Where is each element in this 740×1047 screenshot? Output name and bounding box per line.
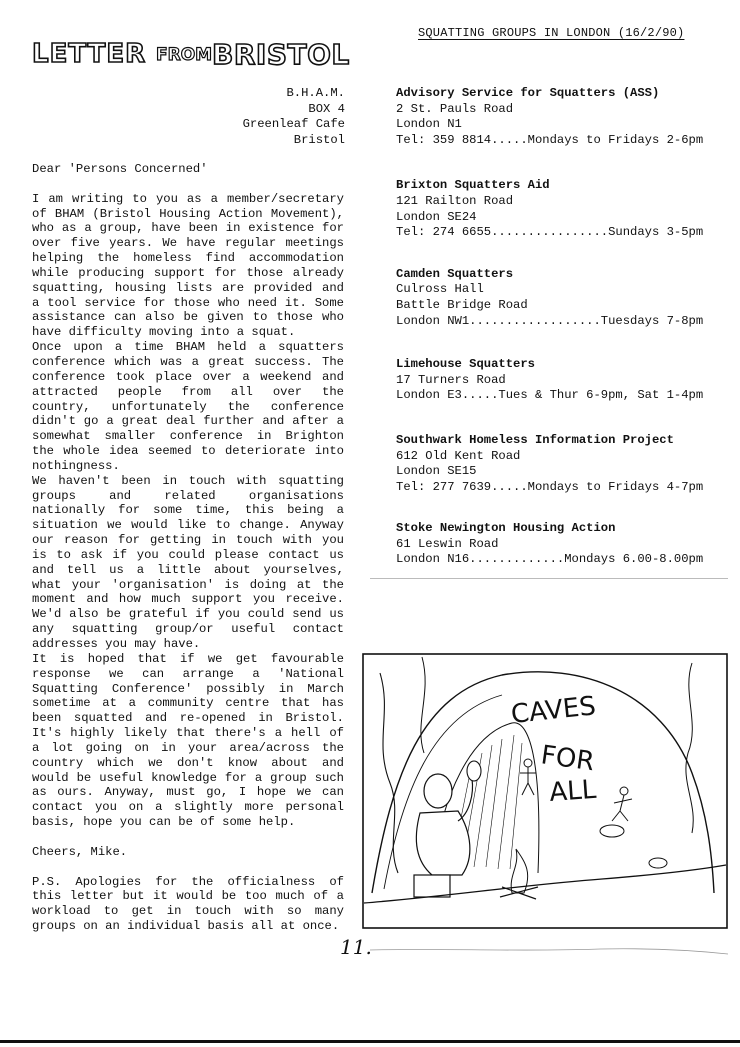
- svg-text:BRISTOL: BRISTOL: [212, 38, 350, 71]
- group-line: Tel: 277 7639.....Mondays to Fridays 4-7pm: [396, 479, 704, 494]
- letter-paragraph: We haven't been in touch with squatting groups and related organisations nationally for some time, this being a situation we would like to change. Anyway our reason for getting in touch with you is to ask if you could please contact us and tell us a little about yourselves, what your 'organisation' is doing at the moment and how much support you receive. We'd also be grateful if you could send us any squatting group/or useful contact addresses you may have.: [32, 473, 344, 651]
- scribble-line: [360, 944, 730, 964]
- cartoon-word: FOR: [539, 740, 597, 778]
- list-heading: SQUATTING GROUPS IN LONDON (16/2/90): [418, 26, 685, 40]
- group-name: Brixton Squatters Aid: [396, 178, 550, 193]
- group-line: London E3.....Tues & Thur 6-9pm, Sat 1-4pm: [396, 388, 704, 403]
- bottom-rule: [0, 1040, 740, 1043]
- page-number: 11.: [340, 935, 372, 959]
- group-line: London SE15: [396, 464, 477, 479]
- divider: [370, 578, 728, 579]
- group-line: London NW1..................Tuesdays 7-8pm: [396, 313, 704, 328]
- cartoon-word: ALL: [548, 774, 598, 808]
- group-name: Advisory Service for Squatters (ASS): [396, 86, 660, 100]
- group-line: Culross Hall: [396, 282, 484, 297]
- group-entry: [396, 178, 716, 240]
- svg-text:FROM: FROM: [156, 45, 213, 65]
- letter-paragraph: It is hoped that if we get favourable response we can arrange a 'National Squatting Conference' possibly in March sometime at a community centre that has been squatted and re-opened in Bristol. It's highly likely that there's a hell of a lot going on in your area/across the country which we don't know about and would be useful knowledge for a group such as ours. Anyway, must go, I hope we can contact you on a slightly more personal basis, hope you can be of some help.: [32, 651, 344, 830]
- letter-body: [32, 162, 344, 934]
- group-name: Camden Squatters: [396, 266, 514, 281]
- group-line: Battle Bridge Road: [396, 297, 528, 312]
- group-line: 2 St. Pauls Road: [396, 101, 514, 116]
- group-entry: [396, 86, 716, 148]
- letter-paragraph: I am writing to you as a member/secretary of BHAM (Bristol Housing Action Movement), who as a group, have been in existence for over five years. We have regular meetings helping the homeless find accommodation while producing support for those already squatting, housing lists are provided and a tool service for those who need it. Some assistance can also be given to those who have difficulty moving into a squat.: [32, 191, 344, 340]
- group-name: Southwark Homeless Information Project: [396, 432, 674, 447]
- group-line: London N16.............Mondays 6.00-8.00pm: [396, 552, 704, 567]
- group-entry: [396, 267, 716, 329]
- signoff: Cheers, Mike.: [32, 844, 128, 859]
- group-line: 121 Railton Road: [396, 193, 514, 208]
- group-list: [396, 86, 716, 568]
- return-address: [200, 86, 345, 148]
- letter-paragraph: Once upon a time BHAM held a squatters conference which was a great success. The conference took place over a weekend and attracted people from all over the country, unfortunately the conference didn't go a great deal further and after a somewhat smaller conference in Brighton the whole idea seemed to deteriorate into nothingness.: [32, 340, 344, 473]
- group-line: 17 Turners Road: [396, 372, 506, 387]
- address-line: Greenleaf Cafe: [242, 117, 345, 132]
- group-line: Tel: 274 6655................Sundays 3-5pm: [396, 225, 704, 240]
- group-line: 61 Leswin Road: [396, 536, 499, 551]
- title-logo: [28, 26, 350, 72]
- group-entry: [396, 357, 716, 404]
- address-line: BOX 4: [308, 101, 345, 116]
- address-line: Bristol: [293, 132, 345, 147]
- cartoon-word: CAVES: [509, 691, 598, 730]
- group-line: Tel: 359 8814.....Mondays to Fridays 2-6pm: [396, 132, 704, 147]
- group-entry: [396, 521, 716, 568]
- group-name: Stoke Newington Housing Action: [396, 521, 616, 536]
- svg-text:LETTER: LETTER: [32, 39, 147, 69]
- group-line: London N1: [396, 117, 462, 132]
- group-entry: [396, 433, 716, 495]
- cave-cartoon: [362, 653, 728, 929]
- salutation: Dear 'Persons Concerned': [32, 162, 208, 176]
- postscript: P.S. Apologies for the officialness of this letter but it would be too much of a workload to get in touch with so many groups on an individual basis all at once.: [32, 874, 344, 934]
- group-line: 612 Old Kent Road: [396, 448, 521, 463]
- address-line: B.H.A.M.: [286, 86, 345, 100]
- group-name: Limehouse Squatters: [396, 357, 535, 372]
- group-line: London SE24: [396, 209, 477, 224]
